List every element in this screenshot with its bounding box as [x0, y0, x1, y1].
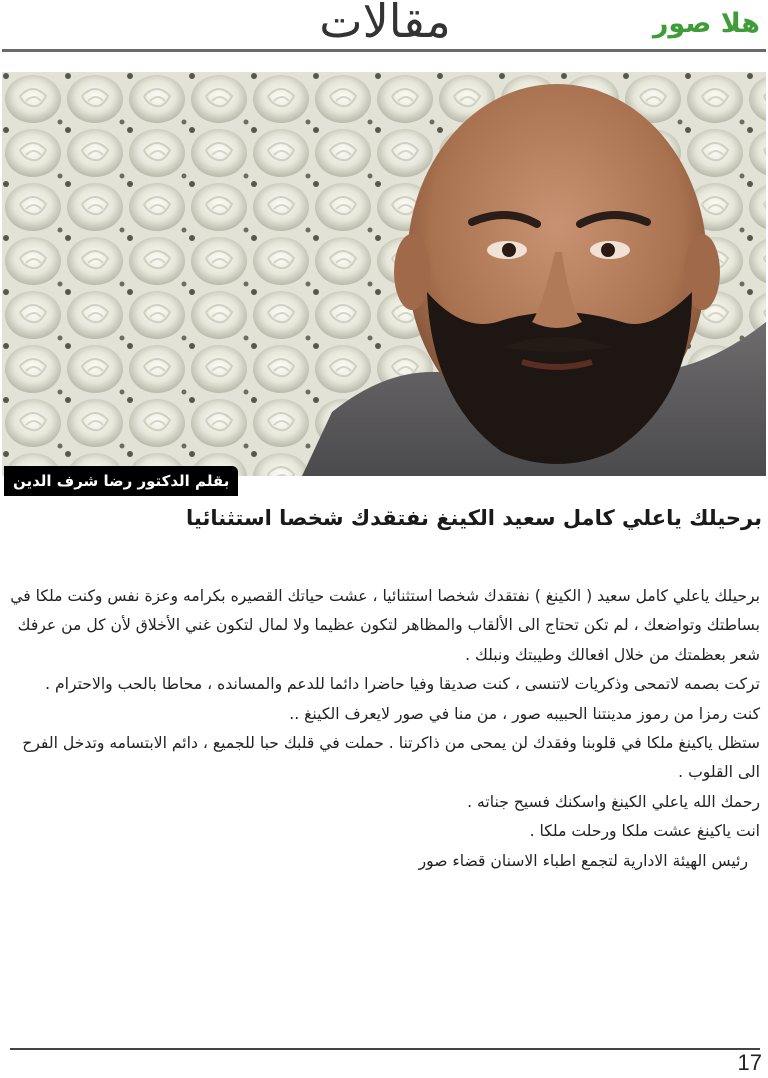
article-headline: برحيلك ياعلي كامل سعيد الكينغ نفتقدك شخصا استثنائيا — [186, 506, 762, 530]
page-number: 17 — [737, 1050, 762, 1075]
article-body — [6, 582, 760, 876]
paragraph: انت ياكينغ عشت ملكا ورحلت ملكا . — [529, 822, 760, 841]
paragraph: برحيلك ياعلي كامل سعيد ( الكينغ ) نفتقدك شخصا استثنائيا ، عشت حياتك القصيره بكرامه وعزة نفس وكنت ملكا في بساطتك وتواضعك ، لم تكن تحتاج الى الألقاب والمظاهر لتكون عظيما ولا لمال لتكون غني الأخلاق لأن كل من عرفك شعر بعظمتك من خلال افعالك وطيبتك ونبلك . — [10, 587, 760, 664]
page-header — [0, 0, 768, 60]
paragraph: كنت رمزا من رموز مدينتنا الحبيبه صور ، من منا في صور لايعرف الكينغ .. — [289, 704, 760, 723]
logo-text: هلا صور — [652, 8, 760, 39]
magazine-logo — [650, 6, 760, 44]
paragraph: تركت بصمه لاتمحى وذكريات لاتنسى ، كنت صديقا وفيا حاضرا دائما للدعم والمسانده ، محاطا بالحب والاحترام . — [45, 675, 760, 694]
portrait-photo — [2, 72, 766, 476]
paragraph: ستظل ياكينغ ملكا في قلوبنا وفقدك لن يمحى من ذاكرتنا . حملت في قلبك حبا للجميع ، دائم الابتسامه وتدخل الفرح الى القلوب . — [22, 734, 760, 782]
paragraph: رحمك الله ياعلي الكينغ واسكنك فسيح جناته . — [467, 792, 760, 811]
author-signature: رئيس الهيئة الادارية لتجمع اطباء الاسنان قضاء صور — [418, 851, 748, 870]
author-byline: بقلم الدكتور رضا شرف الدين — [4, 466, 238, 496]
header-divider — [2, 49, 766, 52]
section-title: مقالات — [319, 0, 451, 48]
footer-divider — [10, 1048, 760, 1050]
